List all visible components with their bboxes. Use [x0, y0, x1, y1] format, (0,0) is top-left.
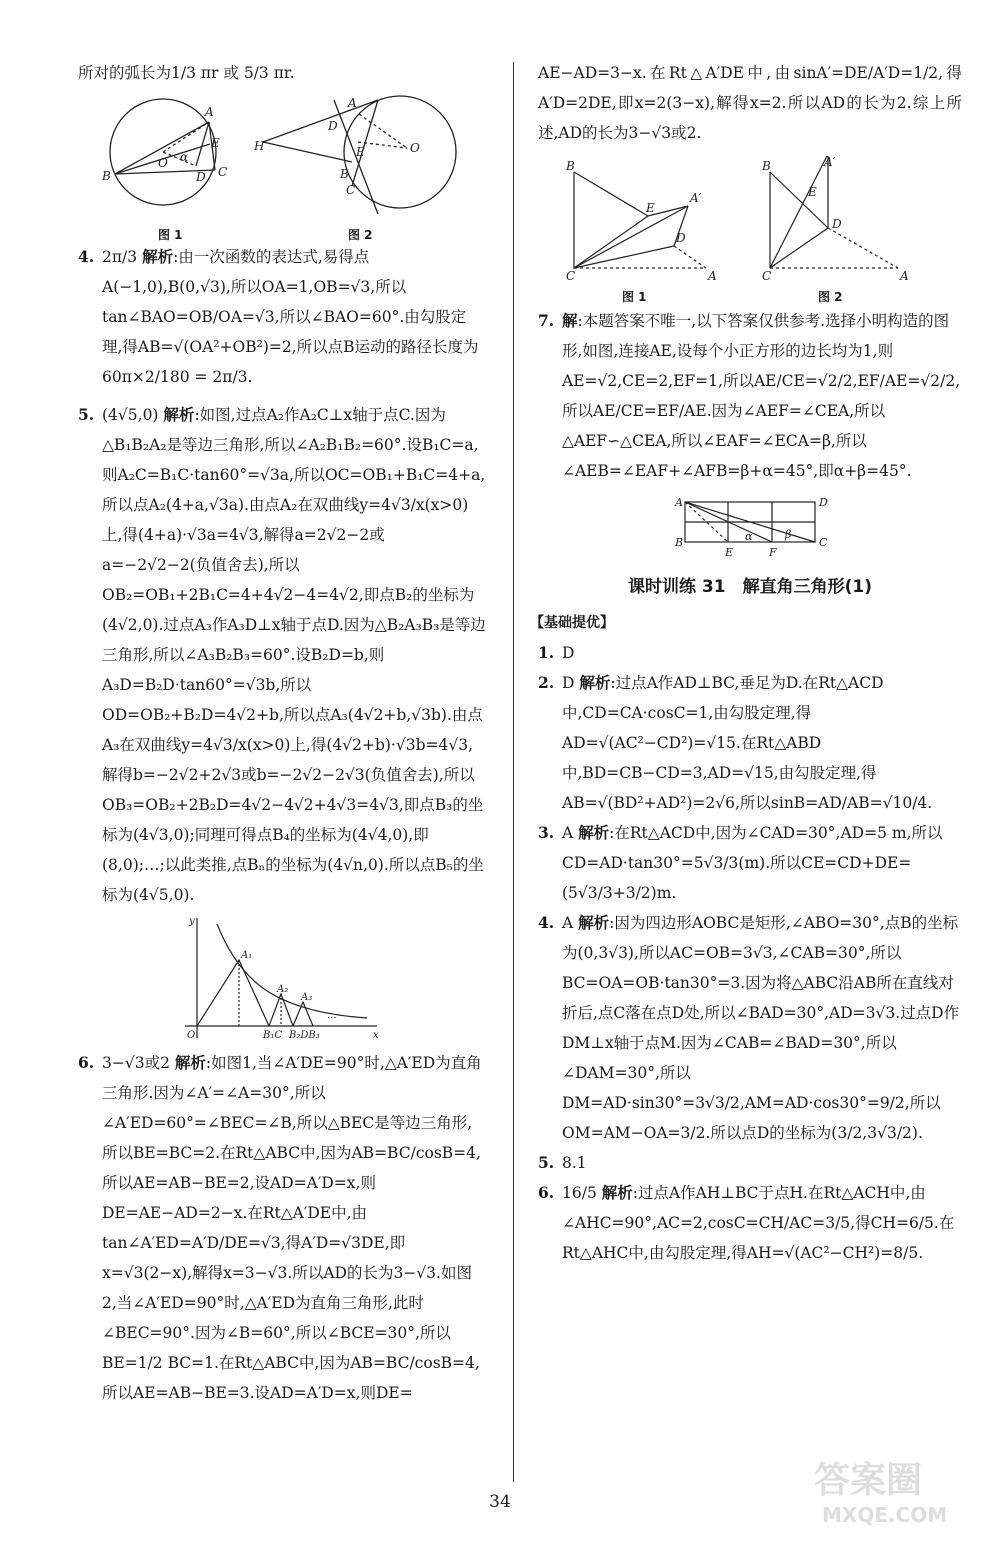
svg-text:α: α: [180, 150, 189, 164]
svg-text:C: C: [218, 165, 228, 179]
right-fig1-caption: 图 1: [622, 290, 647, 304]
item-number: 4.: [78, 247, 95, 266]
svg-text:A: A: [675, 496, 683, 509]
svg-text:B: B: [675, 536, 684, 549]
left-fig2-caption: 图 2: [348, 228, 373, 242]
item-text: :过点A作AH⊥BC于点H.在Rt△ACH中,由∠AHC=90°,AC=2,cosC=CH/AC=3/5,得CH=6/5.在Rt△AHC中,由勾股定理,得AH=√(AC²−CH²)=8/5.: [562, 1184, 955, 1262]
column-divider: [513, 62, 514, 1482]
answer-item-5: [78, 400, 486, 910]
svg-text:C: C: [819, 536, 828, 549]
svg-text:B: B: [340, 167, 349, 181]
item-text: :本题答案不唯一,以下答案仅供参考.选择小明构造的图形,如图,连接AE,设每个小正方形的边长均为1,则AE=√2,CE=2,EF=1,所以AE/CE=√2/2,EF/AE=√2/2,所以AE/CE=EF/AE.因为∠AEF=∠CEA,所以△AEF∽△CEA,所以∠EAF=∠ECA=β,所以∠AEB=∠EAF+∠AFB=β+α=45°,即α+β=45°.: [562, 312, 961, 480]
continued-text: AE−AD=3−x.在Rt△A′DE中,由sinA′=DE/A′D=1/2,得A′D=2DE,即x=2(3−x),解得x=2.所以AD的长为2.综上所述,AD的长为3−√3或2.: [538, 64, 962, 142]
svg-text:B: B: [566, 159, 575, 173]
svg-text:O: O: [158, 156, 168, 170]
svg-text:x: x: [373, 1030, 379, 1041]
svg-text:D: D: [676, 231, 686, 245]
item-answer: 8.1: [562, 1154, 587, 1172]
left-fig1-caption: 图 1: [158, 228, 183, 242]
svg-text:D: D: [832, 217, 842, 231]
triangle-figures-svg: [538, 156, 962, 286]
item-text: :在Rt△ACD中,因为∠CAD=30°,AD=5 m,所以CD=AD·tan30°=5√3/3(m).所以CE=CD+DE=(5√3/3+3/2)m.: [562, 824, 943, 902]
answer-item-r3: [538, 818, 962, 908]
svg-text:A′: A′: [690, 191, 702, 205]
svg-text:A₂: A₂: [277, 984, 289, 995]
svg-text:B₂DB₃: B₂DB₃: [289, 1030, 320, 1041]
item-number: 5.: [78, 405, 95, 424]
svg-text:...: ...: [327, 1010, 337, 1021]
svg-text:C: C: [762, 269, 772, 283]
right-fig2-caption: 图 2: [818, 290, 843, 304]
item-number: 2.: [538, 673, 555, 692]
answer-item-4: [78, 242, 486, 392]
item-number: 7.: [538, 311, 555, 330]
answer-item-r2: [538, 668, 962, 818]
circle-figures: [78, 94, 486, 242]
analysis-label: 解析: [142, 247, 174, 266]
answer-item-r5: [538, 1148, 962, 1178]
intro-line: 所对的弧长为1/3 πr 或 5/3 πr.: [78, 64, 295, 82]
item-text: :过点A作AD⊥BC,垂足为D.在Rt△ACD中,CD=CA·cosC=1,由勾股定理,得AD=√(AC²−CD²)=√15.在Rt△ABD中,BD=CB−CD=3,AD=√15,由勾股定理,得AB=√(BD²+AD²)=2√6,所以sinB=AD/AB=√10/4.: [562, 674, 933, 812]
grid-figure: [665, 490, 835, 562]
svg-text:H: H: [254, 139, 265, 153]
item-text: :因为四边形AOBC是矩形,∠ABO=30°,点B的坐标为(0,3√3),所以AC=OB=3√3,∠CAB=30°,所以BC=OA=OB·tan30°=3.因为将△ABC沿AB所在直线对折后,点C落在点D处,所以∠BAD=30°,AD=3√3.过点D作DM⊥x轴于点M.因为∠CAB=∠BAD=30°,所以∠DAM=30°,所以DM=AD·sin30°=3√3/2,AM=AD·cos30°=9/2,所以OM=AM−OA=3/2.所以点D的坐标为(3/2,3√3/2).: [562, 914, 960, 1142]
answer-item-r4: [538, 908, 962, 1148]
svg-text:β: β: [785, 528, 792, 541]
answer-item-r1: [538, 638, 962, 668]
svg-text:A₁: A₁: [241, 950, 253, 961]
section-title: 课时训练 31 解直角三角形(1): [628, 577, 872, 597]
analysis-label: 解析: [579, 673, 611, 692]
svg-text:α: α: [745, 530, 753, 543]
svg-text:A: A: [900, 269, 909, 283]
item-number: 1.: [538, 643, 555, 662]
solution-label: 解: [562, 311, 578, 330]
watermark-logo: [808, 1452, 988, 1532]
svg-text:B: B: [762, 159, 771, 173]
svg-text:A′: A′: [824, 156, 836, 169]
item-answer: A: [562, 824, 574, 842]
svg-text:O: O: [410, 141, 420, 155]
item-answer: D: [562, 644, 575, 662]
circle-figures-svg: [78, 94, 486, 242]
item-text: :如图,过点A₂作A₂C⊥x轴于点C.因为△B₁B₂A₂是等边三角形,所以∠A₂B₁B₂=60°.设B₁C=a,则A₂C=B₁C·tan60°=√3a,所以OC=OB₁+B₁C=4+a,所以点A₂(4+a,√3a).由点A₂在双曲线y=4√3/x(x>0)上,得(4+a)·√3a=4√3,解得a=2√2−2或a=−2√2−2(负值舍去),所以OB₂=OB₁+2B₁C=4+4√2−4=4√2,即点B₂的坐标为(4√2,0).过点A₃作A₃D⊥x轴于点D.因为△B₂A₃B₃是等边三角形,所以∠A₃B₂B₃=60°.设B₂D=b,则A₃D=B₂D·tan60°=√3b,所以OD=OB₂+B₂D=4√2+b,所以点A₃(4√2+b,√3b).由点A₃在双曲线y=4√3/x(x>0)上,得(4√2+b)·√3b=4√3,解得b=−2√2+2√3或b=−2√2−2√3(负值舍去),所以OB₃=OB₂+2B₂D=4√2−4√2+4√3=4√3,即点B₃的坐标为(4√3,0);同理可得点B₄的坐标为(4√4,0),即(8,0);…;以此类推,点Bₙ的坐标为(4√n,0).所以点B₅的坐标为(4√5,0).: [102, 406, 486, 904]
item-number: 3.: [538, 823, 555, 842]
svg-text:y: y: [189, 916, 195, 927]
item-answer: (4√5,0): [102, 406, 159, 424]
item-number: 6.: [78, 1053, 95, 1072]
subsection-title: 【基础提优】: [530, 615, 614, 631]
right-column: [530, 58, 962, 1268]
svg-text:B₁C: B₁C: [263, 1030, 283, 1041]
svg-text:C: C: [566, 269, 576, 283]
svg-text:E: E: [211, 136, 220, 150]
item-text: :由一次函数的表达式,易得点A(−1,0),B(0,√3),所以OA=1,OB=√3,所以 tan∠BAO=OB/OA=√3,所以∠BAO=60°.由勾股定理,得AB=√(OA²+OB²)=2,所以点B运动的路径长度为 60π×2/180 = 2π/3.: [102, 248, 479, 386]
analysis-label: 解析: [601, 1183, 633, 1202]
item-answer: 3−√3或2: [102, 1054, 170, 1072]
svg-text:D: D: [328, 119, 338, 133]
svg-text:A: A: [348, 96, 357, 110]
item-number: 5.: [538, 1153, 555, 1172]
analysis-label: 解析: [174, 1053, 206, 1072]
item-number: 4.: [538, 913, 555, 932]
svg-text:C: C: [346, 183, 356, 197]
answer-item-r6: [538, 1178, 962, 1268]
answer-item-7: [538, 306, 962, 486]
svg-text:E: E: [356, 145, 365, 159]
watermark-line2: MXQE.COM: [822, 1503, 948, 1527]
item-answer: A: [562, 914, 574, 932]
item-answer: 16/5: [562, 1184, 597, 1202]
svg-text:D: D: [819, 496, 828, 509]
analysis-label: 解析: [578, 913, 610, 932]
analysis-label: 解析: [578, 823, 610, 842]
answer-item-6: [78, 1048, 486, 1408]
svg-text:A₃: A₃: [301, 992, 313, 1003]
svg-text:O: O: [187, 1030, 196, 1041]
svg-text:A: A: [205, 105, 214, 119]
svg-text:D: D: [196, 170, 206, 184]
svg-text:A: A: [708, 269, 717, 283]
svg-text:E: E: [646, 201, 655, 215]
analysis-label: 解析: [163, 405, 195, 424]
svg-text:F: F: [769, 546, 777, 559]
svg-text:B: B: [102, 169, 111, 183]
item-text: :如图1,当∠A′DE=90°时,△A′ED为直角三角形.因为∠A′=∠A=30°,所以∠A′ED=60°=∠BEC=∠B,所以△BEC是等边三角形,所以BE=BC=2.在Rt△ABC中,因为AB=BC/cosB=4,所以AE=AB−BE=2,设AD=A′D=x,则DE=AE−AD=2−x.在Rt△A′DE中,由tan∠A′ED=A′D/DE=√3,得A′D=√3DE,即x=√3(2−x),解得x=3−√3.所以AD的长为3−√3.如图2,当∠A′ED=90°时,△A′ED为直角三角形,此时∠BEC=90°.因为∠B=60°,所以∠BCE=30°,所以BE=1/2 BC=1.在Rt△ABC中,因为AB=BC/cosB=4,所以AE=AB−BE=3.设AD=A′D=x,则DE=: [102, 1054, 482, 1402]
item-answer: 2π/3: [102, 248, 138, 266]
svg-text:E: E: [725, 546, 734, 559]
hyperbola-figure: [177, 914, 387, 1044]
left-column: [78, 58, 486, 1408]
watermark-line1: 答案圈: [814, 1460, 923, 1501]
svg-text:E: E: [808, 185, 817, 199]
page-number: 34: [489, 1492, 511, 1512]
triangle-figures: [538, 156, 962, 306]
item-answer: D: [562, 674, 575, 692]
item-number: 6.: [538, 1183, 555, 1202]
